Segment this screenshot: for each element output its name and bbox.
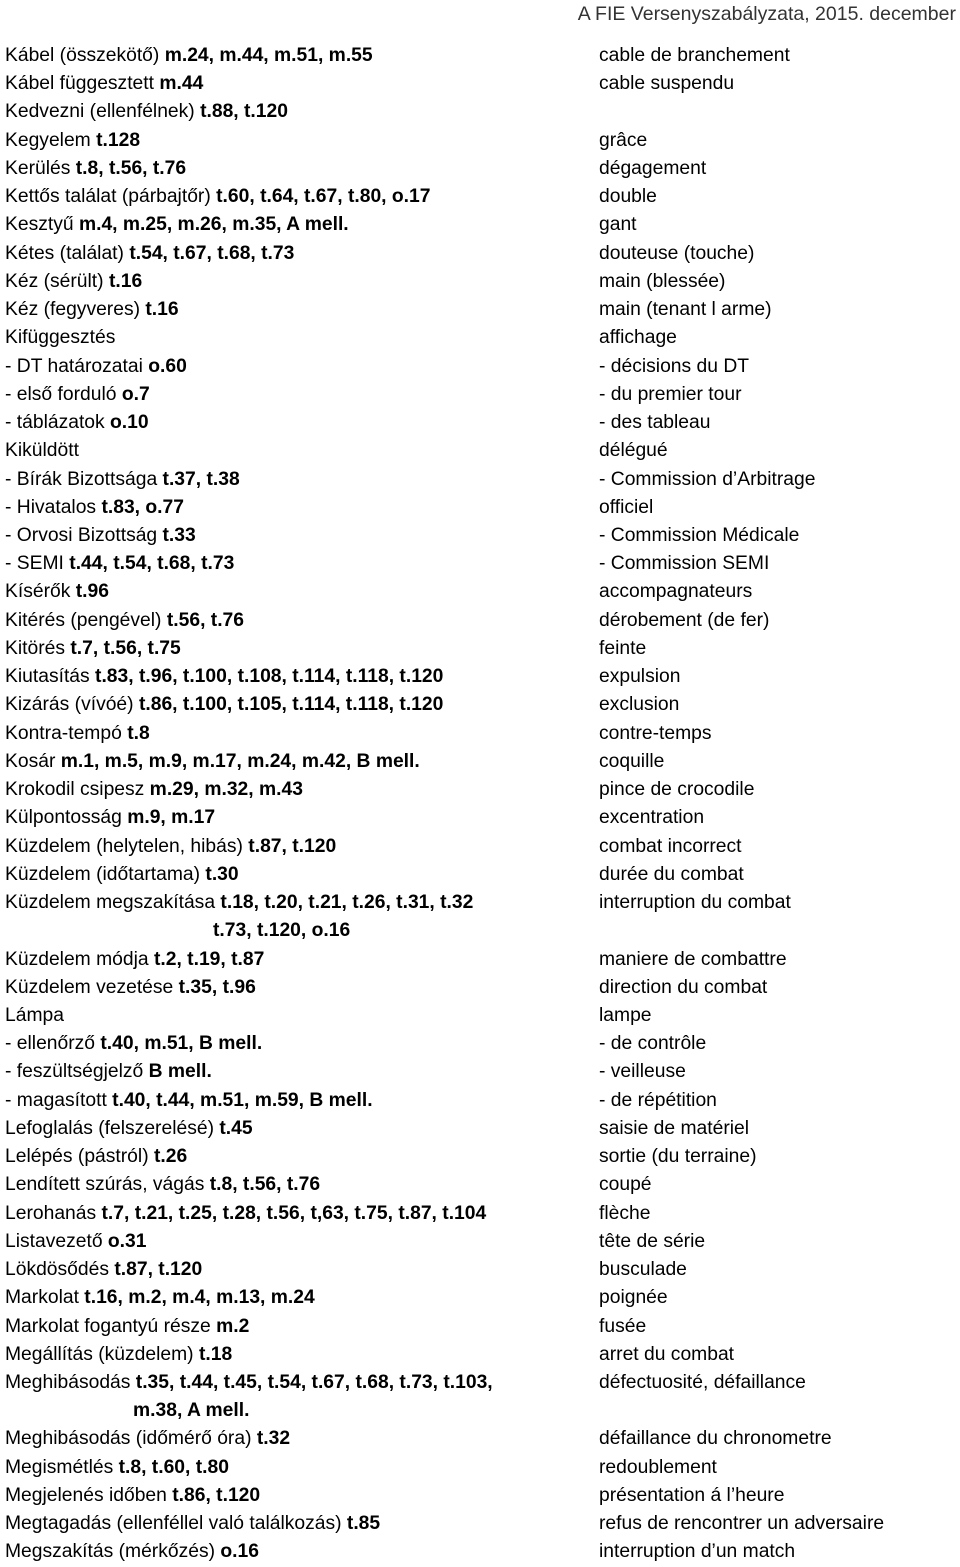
- glossary-row: [5, 1115, 955, 1143]
- rule-reference: t.32: [256, 1428, 291, 1450]
- rule-reference: t.87, t.120: [248, 835, 337, 857]
- term-text: Küzdelem módja: [5, 948, 154, 970]
- hungarian-term: [5, 42, 599, 70]
- french-term: présentation á l’heure: [599, 1484, 785, 1506]
- french-term: main (tenant l arme): [599, 299, 772, 321]
- rule-reference: t.37, t.38: [162, 468, 240, 490]
- rule-reference: t.128: [96, 129, 141, 151]
- glossary-row: [5, 861, 955, 889]
- term-text: Markolat: [5, 1287, 85, 1309]
- french-term: [677, 917, 955, 945]
- rule-reference: t.8: [127, 722, 150, 744]
- term-text: Listavezető: [5, 1230, 108, 1252]
- hungarian-term: [5, 550, 599, 578]
- glossary-row: [5, 155, 955, 183]
- french-term: arret du combat: [599, 1343, 735, 1365]
- glossary-row: [5, 1510, 955, 1538]
- hungarian-term: [5, 748, 599, 776]
- french-term: officiel: [599, 496, 654, 518]
- french-term: poignée: [599, 1287, 668, 1309]
- french-term: tête de série: [599, 1230, 706, 1252]
- hungarian-term: [5, 1171, 599, 1199]
- french-term: - veilleuse: [599, 1061, 686, 1083]
- term-text: - SEMI: [5, 553, 70, 575]
- french-term: [647, 1397, 955, 1425]
- hungarian-term: [5, 889, 599, 917]
- rule-reference: o.60: [148, 355, 187, 377]
- term-text: Lefoglalás (felszerelésé): [5, 1117, 220, 1139]
- term-text: Lerohanás: [5, 1202, 102, 1224]
- french-term: - de répétition: [599, 1089, 717, 1111]
- french-term: saisie de matériel: [599, 1117, 750, 1139]
- rule-reference: o.31: [107, 1230, 147, 1252]
- rule-reference: o.7: [121, 383, 150, 405]
- french-term: cable de branchement: [599, 45, 790, 66]
- term-text: Kizárás (vívóé): [5, 694, 139, 716]
- rule-reference: t.83, t.96, t.100, t.108, t.114, t.118, t.120: [95, 666, 444, 688]
- french-term: gant: [599, 214, 637, 236]
- rule-reference: t.18, t.20, t.21, t.26, t.31, t.32: [220, 892, 474, 914]
- glossary-row: [5, 1228, 955, 1256]
- glossary-row: [5, 1341, 955, 1369]
- hungarian-term: [5, 324, 599, 352]
- hungarian-term: [5, 974, 599, 1002]
- hungarian-term: [5, 1143, 599, 1171]
- rule-reference: m.24, m.44, m.51, m.55: [164, 45, 373, 66]
- glossary-row: [5, 42, 955, 70]
- rule-reference: t.2, t.19, t.87: [153, 948, 265, 970]
- french-term: contre-temps: [599, 722, 712, 744]
- glossary-row: [5, 1171, 955, 1199]
- glossary-row: [5, 804, 955, 832]
- rule-reference: t.86, t.120: [172, 1484, 261, 1506]
- french-term: flèche: [599, 1202, 651, 1224]
- hungarian-term: [5, 663, 599, 691]
- term-text: Kábel függesztett: [5, 73, 160, 95]
- rule-reference: t.16, m.2, m.4, m.13, m.24: [84, 1287, 315, 1309]
- french-term: accompagnateurs: [599, 581, 753, 603]
- glossary-row: [5, 1313, 955, 1341]
- rule-reference: m.1, m.5, m.9, m.17, m.24, m.42, B mell.: [60, 750, 420, 772]
- glossary-row: [5, 776, 955, 804]
- term-text: Kábel (összekötő): [5, 45, 165, 66]
- term-text: Kísérők: [5, 581, 76, 603]
- glossary-row: [5, 635, 955, 663]
- term-text: Megismétlés: [5, 1456, 119, 1478]
- french-term: défaillance du chronometre: [599, 1428, 832, 1450]
- hungarian-term: [5, 635, 599, 663]
- glossary-row: [5, 578, 955, 606]
- french-term: - Commission Médicale: [599, 524, 800, 546]
- rule-reference: t.40, m.51, B mell.: [100, 1033, 263, 1055]
- french-term: pince de crocodile: [599, 779, 755, 801]
- glossary-row: [5, 437, 955, 465]
- glossary-row: [5, 466, 955, 494]
- term-text: Küzdelem vezetése: [5, 976, 179, 998]
- term-text: Lökdösődés: [5, 1259, 115, 1281]
- rule-reference: t.54, t.67, t.68, t.73: [129, 242, 295, 264]
- hungarian-term: [5, 296, 599, 324]
- french-term: sortie (du terraine): [599, 1146, 757, 1168]
- hungarian-term: [5, 1058, 599, 1086]
- hungarian-term: [5, 268, 599, 296]
- glossary-row: [5, 1058, 955, 1086]
- hungarian-term: [5, 578, 599, 606]
- glossary-row: [5, 833, 955, 861]
- rule-reference: t.35, t.44, t.45, t.54, t.67, t.68, t.73, t.103,: [135, 1372, 493, 1394]
- hungarian-term: [5, 409, 599, 437]
- term-text: Kontra-tempó: [5, 722, 128, 744]
- french-term: - de contrôle: [599, 1033, 707, 1055]
- rule-reference: m.38, A mell.: [133, 1400, 250, 1422]
- term-text: Kesztyű: [5, 214, 79, 236]
- rule-reference: t.45: [219, 1117, 253, 1139]
- rule-reference: t.30: [205, 863, 239, 885]
- term-text: Kerülés: [5, 157, 76, 179]
- hungarian-term: [5, 70, 599, 98]
- hungarian-term: [5, 1482, 599, 1510]
- glossary-row: [5, 1030, 955, 1058]
- hungarian-term: [5, 494, 599, 522]
- term-text: - Hivatalos: [5, 496, 102, 518]
- header-title: A FIE Versenyszabályzata, 2015. december: [577, 3, 956, 25]
- rule-reference: t.7, t.21, t.25, t.28, t.56, t,63, t.75, t.87, t.104: [101, 1202, 487, 1224]
- term-text: Külpontosság: [5, 807, 128, 829]
- glossary-row: [5, 946, 955, 974]
- hungarian-term: [5, 1454, 599, 1482]
- hungarian-term: [5, 522, 599, 550]
- term-text: Kegyelem: [5, 129, 97, 151]
- rule-reference: m.9, m.17: [127, 807, 216, 829]
- rule-reference: t.40, t.44, m.51, m.59, B mell.: [112, 1089, 373, 1111]
- term-text: Kitérés (pengével): [5, 609, 167, 631]
- hungarian-term: [5, 98, 599, 126]
- term-text: - DT határozatai: [5, 355, 149, 377]
- term-text: Kéz (fegyveres): [5, 299, 146, 321]
- rule-reference: t.18: [198, 1343, 233, 1365]
- hungarian-term: [5, 691, 599, 719]
- glossary-row: [5, 381, 955, 409]
- term-text: Meghibásodás: [5, 1372, 136, 1394]
- french-term: excentration: [599, 807, 705, 829]
- term-text: Krokodil csipesz: [5, 779, 150, 801]
- glossary-row: [5, 296, 955, 324]
- glossary-row: [5, 211, 955, 239]
- hungarian-term: [5, 1087, 599, 1115]
- french-term: expulsion: [599, 666, 681, 688]
- french-term: - Commission d’Arbitrage: [599, 468, 816, 490]
- glossary-row: [5, 494, 955, 522]
- french-term: - Commission SEMI: [599, 553, 770, 575]
- hungarian-term: [5, 917, 677, 945]
- rule-reference: t.56, t.76: [166, 609, 245, 631]
- hungarian-term: [5, 1397, 647, 1425]
- term-text: Kiutasítás: [5, 666, 96, 688]
- term-text: Kiküldött: [5, 440, 79, 462]
- glossary-row: [5, 353, 955, 381]
- rule-reference: m.44: [159, 73, 204, 95]
- glossary-row: [5, 1369, 955, 1397]
- rule-reference: t.16: [108, 270, 143, 292]
- french-term: - des tableau: [599, 412, 711, 434]
- rule-reference: t.8, t.56, t.76: [75, 157, 187, 179]
- french-term: cable suspendu: [599, 73, 735, 95]
- glossary-row: [5, 1482, 955, 1510]
- rule-reference: m.29, m.32, m.43: [149, 779, 303, 801]
- hungarian-term: [5, 861, 599, 889]
- hungarian-term: [5, 1284, 599, 1312]
- french-term: coquille: [599, 750, 665, 772]
- french-term: [599, 98, 955, 126]
- french-term: lampe: [599, 1004, 652, 1026]
- term-text: Küzdelem megszakítása: [5, 892, 221, 914]
- hungarian-term: [5, 804, 599, 832]
- hungarian-term: [5, 720, 599, 748]
- french-term: dérobement (de fer): [599, 609, 770, 631]
- rule-reference: t.7, t.56, t.75: [70, 637, 181, 659]
- glossary-row: [5, 70, 955, 98]
- term-text: - magasított: [5, 1089, 113, 1111]
- french-term: direction du combat: [599, 976, 768, 998]
- glossary-row: [5, 1397, 955, 1425]
- rule-reference: t.8, t.56, t.76: [209, 1174, 321, 1196]
- term-text: Kedvezni (ellenfélnek): [5, 101, 201, 123]
- hungarian-term: [5, 1115, 599, 1143]
- glossary-row: [5, 1256, 955, 1284]
- glossary-row: [5, 1454, 955, 1482]
- rule-reference: t.85: [346, 1513, 381, 1535]
- french-term: feinte: [599, 637, 647, 659]
- glossary-row: [5, 268, 955, 296]
- hungarian-term: [5, 946, 599, 974]
- rule-reference: t.86, t.100, t.105, t.114, t.118, t.120: [138, 694, 444, 716]
- french-term: dégagement: [599, 157, 707, 179]
- hungarian-term: [5, 1200, 599, 1228]
- hungarian-term: [5, 353, 599, 381]
- term-text: - Orvosi Bizottság: [5, 524, 163, 546]
- glossary-row: [5, 1284, 955, 1312]
- rule-reference: t.87, t.120: [114, 1259, 203, 1281]
- hungarian-term: [5, 776, 599, 804]
- term-text: Kettős találat (párbajtőr): [5, 186, 217, 208]
- hungarian-term: [5, 607, 599, 635]
- glossary-row: [5, 691, 955, 719]
- glossary-row: [5, 1002, 955, 1030]
- french-term: double: [599, 186, 657, 208]
- french-term: exclusion: [599, 694, 680, 716]
- french-term: fusée: [599, 1315, 647, 1337]
- french-term: main (blessée): [599, 270, 726, 292]
- term-text: Megszakítás (mérkőzés): [5, 1541, 221, 1563]
- rule-reference: t.88, t.120: [200, 101, 288, 123]
- glossary-row: [5, 240, 955, 268]
- glossary-row: [5, 1538, 955, 1566]
- glossary-row: [5, 409, 955, 437]
- glossary-row: [5, 1425, 955, 1453]
- rule-reference: t.8, t.60, t.80: [118, 1456, 229, 1478]
- french-term: délégué: [599, 440, 668, 462]
- french-term: maniere de combattre: [599, 948, 787, 970]
- hungarian-term: [5, 211, 599, 239]
- term-text: Küzdelem (helytelen, hibás): [5, 835, 249, 857]
- term-text: Kétes (találat): [5, 242, 130, 264]
- french-term: redoublement: [599, 1456, 717, 1478]
- glossary-row: [5, 720, 955, 748]
- hungarian-term: [5, 1538, 599, 1566]
- french-term: interruption du combat: [599, 892, 791, 914]
- glossary-row: [5, 889, 955, 917]
- hungarian-term: [5, 1002, 599, 1030]
- hungarian-term: [5, 1313, 599, 1341]
- rule-reference: m.2: [216, 1315, 250, 1337]
- hungarian-term: [5, 833, 599, 861]
- glossary-row: [5, 1200, 955, 1228]
- hungarian-term: [5, 1256, 599, 1284]
- glossary-row: [5, 1143, 955, 1171]
- glossary-row: [5, 607, 955, 635]
- term-text: - Bírák Bizottsága: [5, 468, 163, 490]
- term-text: - feszültségjelző: [5, 1061, 149, 1083]
- french-term: défectuosité, défaillance: [599, 1372, 806, 1394]
- glossary-row: [5, 127, 955, 155]
- term-text: Küzdelem (időtartama): [5, 863, 206, 885]
- term-text: Lelépés (pástról): [5, 1146, 154, 1168]
- term-text: Megállítás (küzdelem): [5, 1343, 199, 1365]
- term-text: Kosár: [5, 750, 61, 772]
- term-text: Markolat fogantyú része: [5, 1315, 217, 1337]
- glossary-row: [5, 1087, 955, 1115]
- rule-reference: t.73, t.120, o.16: [213, 920, 351, 942]
- hungarian-term: [5, 1341, 599, 1369]
- french-term: affichage: [599, 327, 677, 349]
- french-term: - décisions du DT: [599, 355, 750, 377]
- french-term: durée du combat: [599, 863, 744, 885]
- term-text: Kéz (sérült): [5, 270, 109, 292]
- rule-reference: t.60, t.64, t.67, t.80, o.17: [216, 186, 431, 208]
- glossary-row: [5, 974, 955, 1002]
- hungarian-term: [5, 155, 599, 183]
- term-text: Kifüggesztés: [5, 327, 116, 349]
- glossary-row: [5, 917, 955, 945]
- term-text: Megtagadás (ellenféllel való találkozás): [5, 1513, 347, 1535]
- hungarian-term: [5, 1425, 599, 1453]
- hungarian-term: [5, 240, 599, 268]
- glossary-row: [5, 663, 955, 691]
- rule-reference: t.33: [162, 524, 196, 546]
- french-term: busculade: [599, 1259, 687, 1281]
- french-term: douteuse (touche): [599, 242, 755, 264]
- glossary-row: [5, 522, 955, 550]
- rule-reference: t.83, o.77: [101, 496, 184, 518]
- hungarian-term: [5, 1510, 599, 1538]
- french-term: - du premier tour: [599, 383, 742, 405]
- term-text: Megjelenés időben: [5, 1484, 173, 1506]
- term-text: - első forduló: [5, 383, 122, 405]
- glossary-row: [5, 748, 955, 776]
- rule-reference: t.16: [145, 299, 179, 321]
- term-text: Kitörés: [5, 637, 71, 659]
- glossary-row: [5, 550, 955, 578]
- french-term: grâce: [599, 129, 648, 151]
- rule-reference: t.26: [153, 1146, 188, 1168]
- rule-reference: m.4, m.25, m.26, m.35, A mell.: [78, 214, 349, 236]
- rule-reference: o.16: [220, 1541, 259, 1563]
- french-term: interruption d’un match: [599, 1541, 796, 1563]
- rule-reference: B mell.: [148, 1061, 212, 1083]
- glossary-row: [5, 324, 955, 352]
- hungarian-term: [5, 127, 599, 155]
- glossary-row: [5, 98, 955, 126]
- hungarian-term: [5, 1369, 599, 1397]
- glossary-list: [5, 42, 955, 1567]
- french-term: coupé: [599, 1174, 652, 1196]
- hungarian-term: [5, 466, 599, 494]
- term-text: Lendített szúrás, vágás: [5, 1174, 210, 1196]
- rule-reference: t.44, t.54, t.68, t.73: [69, 553, 235, 575]
- hungarian-term: [5, 183, 599, 211]
- page-header: [578, 3, 956, 26]
- rule-reference: o.10: [110, 412, 149, 434]
- french-term: combat incorrect: [599, 835, 742, 857]
- rule-reference: t.35, t.96: [178, 976, 256, 998]
- term-text: Meghibásodás (időmérő óra): [5, 1428, 257, 1450]
- hungarian-term: [5, 1030, 599, 1058]
- term-text: Lámpa: [5, 1004, 64, 1026]
- hungarian-term: [5, 437, 599, 465]
- hungarian-term: [5, 1228, 599, 1256]
- term-text: - táblázatok: [5, 412, 111, 434]
- rule-reference: t.96: [75, 581, 109, 603]
- term-text: - ellenőrző: [5, 1033, 101, 1055]
- glossary-row: [5, 183, 955, 211]
- french-term: refus de rencontrer un adversaire: [599, 1513, 885, 1535]
- hungarian-term: [5, 381, 599, 409]
